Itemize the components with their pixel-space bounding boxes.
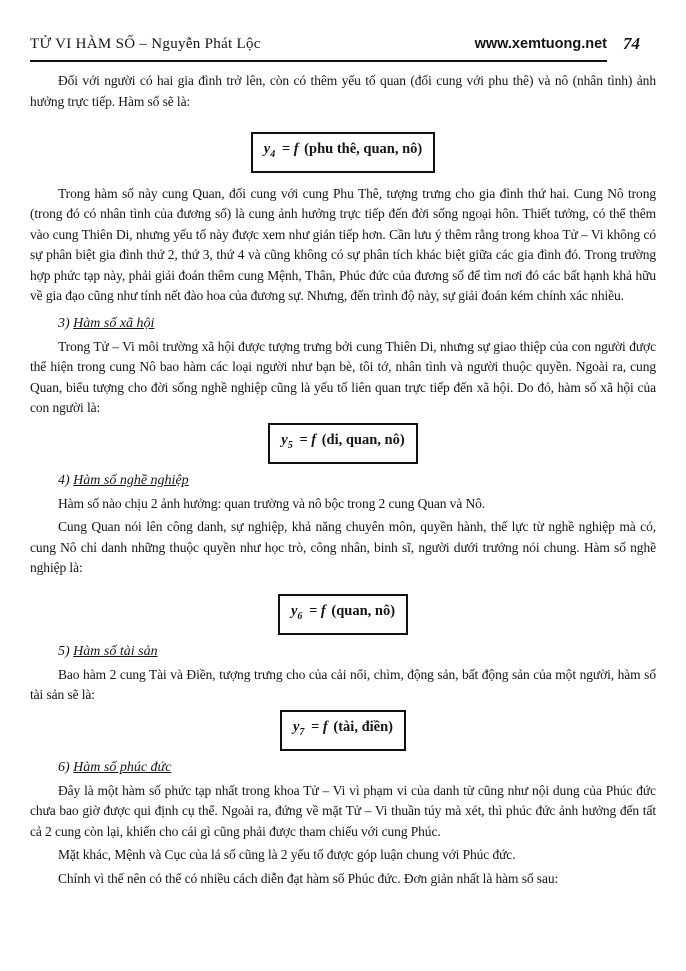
formula-variable: y	[263, 141, 271, 157]
page-header	[30, 34, 656, 62]
paragraph-after-y4: Trong hàm số này cung Quan, đối cung với cung Phu Thê, tượng trưng cho gia đình thứ hai. Cung Nô trong (trong đó có nhân tình của đương số) là cung ảnh hưởng trực tiếp đến đời sống ngoại hôn. Thiết tưởng, có thể thêm vào cung Thiên Di, nhưng yếu tố này được xem như gián tiếp hơn. Cần lưu ý thêm rằng trong khoa Tử – Vi không có sự phân biệt gia đình thứ 2, thứ 3, thứ 4 và cũng không có sự phân tích khác biệt giữa các gia đình đó. Trong trường hợp phức tạp này, phải giải đoán thêm cung Mệnh, Thân, Phúc đức của đương số để tìm nơi đó các bất hạnh khả hữu về gia đạo cũng như tính nết đào hoa của đương sự. Nhưng, đến trình độ này, sự giải đoán kém chính xác nhiều.	[30, 185, 656, 304]
formula-variable: y	[281, 431, 288, 448]
paragraph-career-detail: Cung Quan nói lên công danh, sự nghiệp, khả năng chuyên môn, quyền hành, thế lực từ nghề nghiệp mà có, cung Nô chỉ danh những thuộc quyền như học trò, công nhân, binh sĩ, người dưới trướng nói chung. Hàm số nghề nghiệp là:	[30, 519, 656, 576]
heading-title: Hàm số nghề nghiệp	[73, 472, 189, 488]
book-title: TỬ VI HÀM SỐ – Nguyễn Phát Lộc	[30, 36, 261, 52]
heading-number: 5)	[58, 643, 70, 659]
formula-subscript: 5	[287, 439, 293, 451]
formula-equals: = f	[309, 602, 326, 619]
section-heading-career	[30, 473, 656, 489]
formula-y4-box	[251, 132, 435, 173]
heading-title: Hàm số tài sản	[73, 643, 158, 659]
heading-title: Hàm số phúc đức	[73, 759, 172, 775]
formula-arguments: (quan, nô)	[331, 602, 396, 619]
formula-row-y6	[30, 594, 656, 635]
website-url: www.xemtuong.net	[474, 36, 607, 52]
paragraph-assets-intro: Bao hàm 2 cung Tài và Điền, tượng trưng cho của cải nổi, chìm, động sản, bất động sản của một người, hàm số tài sản sẽ là:	[30, 666, 656, 703]
paragraph-social-intro: Trong Tử – Vi môi trường xã hội được tượng trưng bởi cung Thiên Di, nhưng sự giao thiệp của con người được thể hiện trong cung Nô bao hàm các loại người như bạn bè, tôi tớ, nhân tình và người thuộc quyền. Ngoài ra, cung Quan, biểu tượng cho đời sống nghề nghiệp cũng là yếu tố liên quan trực tiếp đến xã hội. Do đó, hàm số xã hội của con người là:	[30, 338, 656, 416]
formula-equals: = f	[281, 141, 299, 157]
formula-subscript: 4	[270, 148, 276, 160]
formula-variable: y	[292, 718, 300, 735]
formula-y7-box	[280, 710, 406, 751]
heading-number: 4)	[58, 472, 70, 488]
formula-arguments: (tài, điền)	[333, 718, 393, 735]
paragraph-phucduc-menh-cuc: Mặt khác, Mệnh và Cục của lá số cũng là 2 yếu tố được góp luận chung với Phúc đức.	[58, 847, 516, 863]
paragraph-career-line: Hàm số nào chịu 2 ảnh hưởng: quan trường và nô bộc trong 2 cung Quan và Nô.	[58, 495, 486, 511]
formula-arguments: (phu thê, quan, nô)	[304, 141, 423, 157]
formula-equals: = f	[299, 431, 317, 448]
heading-number: 3)	[58, 315, 70, 331]
formula-subscript: 7	[299, 726, 305, 738]
formula-row-y4	[30, 132, 656, 173]
heading-title: Hàm số xã hội	[73, 315, 155, 331]
section-heading-phucduc	[30, 760, 656, 776]
heading-number: 6)	[58, 759, 70, 775]
formula-arguments: (di, quan, nô)	[321, 431, 405, 448]
page-number: 74	[623, 34, 640, 53]
header-rule	[30, 36, 607, 62]
section-heading-assets	[30, 644, 656, 660]
formula-y6-box	[278, 594, 408, 635]
formula-equals: = f	[311, 718, 328, 735]
formula-row-y7	[30, 710, 656, 751]
paragraph-phucduc-closing: Chính vì thế nên có thể có nhiều cách diễn đạt hàm số Phúc đức. Đơn giản nhất là hàm số sau:	[58, 870, 559, 886]
formula-row-y5	[30, 423, 656, 464]
formula-subscript: 6	[297, 610, 303, 622]
formula-y5-box	[268, 423, 417, 464]
paragraph-phucduc-detail: Đây là một hàm số phức tạp nhất trong khoa Tử – Vi vì phạm vi của danh từ cũng như nội dung của Phúc đức chưa bao giờ được qui định cụ thể. Ngoài ra, đứng về mặt Tử – Vi thuần túy mà xét, thì phúc đức ảnh hưởng đến tất cả 2 cung còn lại, khiến cho cái gì cũng phải được tham chiếu với cung Phúc.	[30, 782, 656, 839]
formula-variable: y	[290, 602, 298, 619]
section-heading-social	[30, 316, 656, 332]
paragraph-intro: Đối với người có hai gia đình trở lên, còn có thêm yếu tố quan (đối cung với phu thê) và nô (nhân tình) ảnh hưởng trực tiếp. Hàm số sẽ là:	[30, 73, 656, 109]
